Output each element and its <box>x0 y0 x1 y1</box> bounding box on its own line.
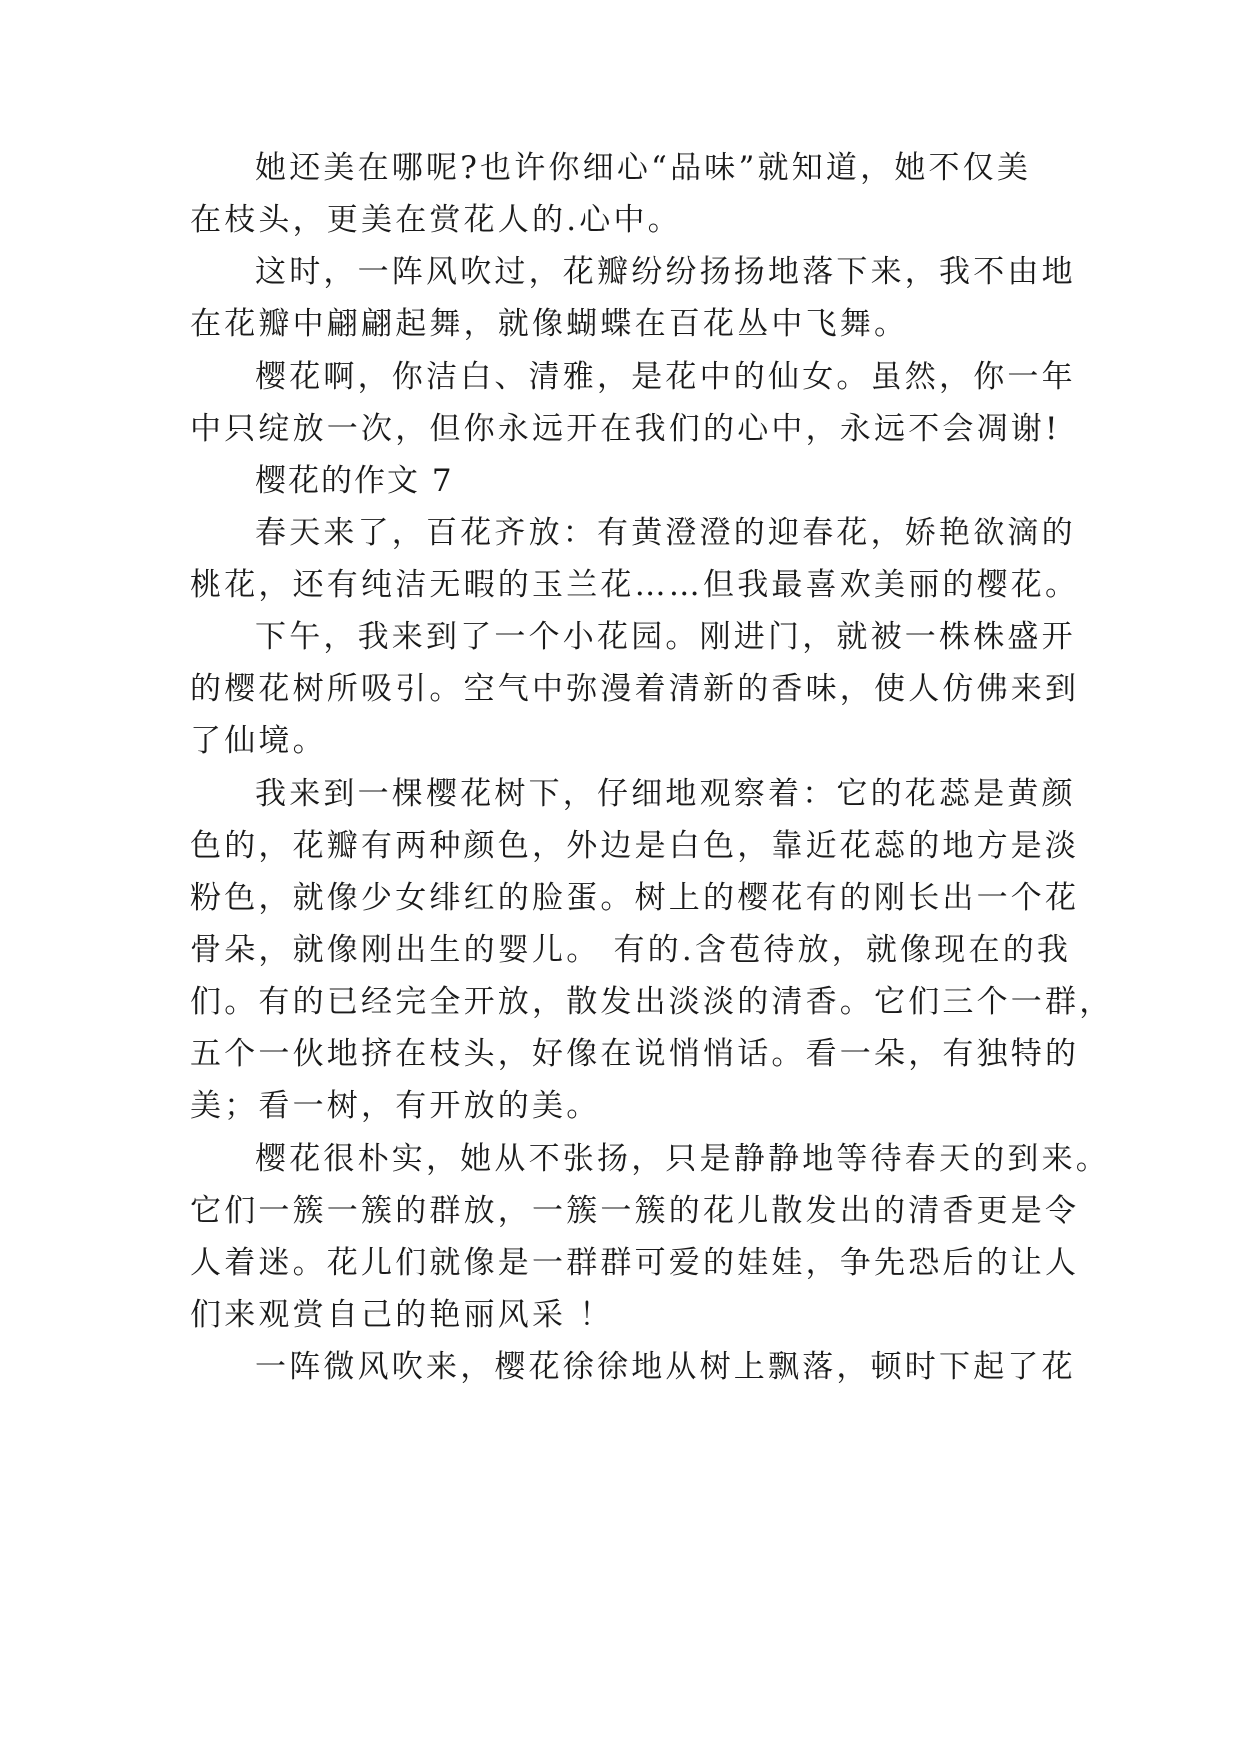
paragraph-line: 樱花啊，你洁白、清雅，是花中的仙女。虽然，你一年 <box>255 359 1076 395</box>
paragraph-line: 们。有的已经完全开放，散发出淡淡的清香。它们三个一群， <box>190 984 1114 1020</box>
paragraph-line: 中只绽放一次，但你永远开在我们的心中，永远不会凋谢! <box>190 411 1061 447</box>
paragraph-line: 桃花，还有纯洁无暇的玉兰花……但我最喜欢美丽的樱花。 <box>190 567 1080 603</box>
paragraph-line: 骨朵，就像刚出生的婴儿。 有的.含苞待放，就像现在的我 <box>190 932 1072 968</box>
paragraph-line: 樱花很朴实，她从不张扬，只是静静地等待春天的到来。 <box>255 1141 1110 1177</box>
paragraph-line: 五个一伙地挤在枝头，好像在说悄悄话。看一朵，有独特的 <box>190 1036 1080 1072</box>
paragraph-line: 人着迷。花儿们就像是一群群可爱的娃娃，争先恐后的让人 <box>190 1245 1080 1281</box>
paragraph-line: 我来到一棵樱花树下，仔细地观察着：它的花蕊是黄颜 <box>255 776 1076 812</box>
paragraph-line: 色的，花瓣有两种颜色，外边是白色，靠近花蕊的地方是淡 <box>190 828 1080 864</box>
paragraph-line: 在花瓣中翩翩起舞，就像蝴蝶在百花丛中飞舞。 <box>190 306 909 342</box>
paragraph-line: 下午，我来到了一个小花园。刚进门，就被一株株盛开 <box>255 619 1076 655</box>
paragraph-line: 们来观赏自己的艳丽风采 ！ <box>190 1297 614 1333</box>
section-heading: 樱花的作文 7 <box>255 463 454 499</box>
paragraph-line: 了仙境。 <box>190 723 327 759</box>
paragraph-line: 她还美在哪呢?也许你细心“品味”就知道，她不仅美 <box>255 150 1032 186</box>
paragraph-line: 一阵微风吹来，樱花徐徐地从树上飘落，顿时下起了花 <box>255 1349 1076 1385</box>
paragraph-line: 粉色，就像少女绯红的脸蛋。树上的樱花有的刚长出一个花 <box>190 880 1080 916</box>
paragraph-line: 这时，一阵风吹过，花瓣纷纷扬扬地落下来，我不由地 <box>255 254 1076 290</box>
paragraph-line: 春天来了，百花齐放：有黄澄澄的迎春花，娇艳欲滴的 <box>255 515 1076 551</box>
paragraph-line: 的樱花树所吸引。空气中弥漫着清新的香味，使人仿佛来到 <box>190 671 1080 707</box>
paragraph-line: 在枝头，更美在赏花人的.心中。 <box>190 202 682 238</box>
paragraph-line: 美；看一树，有开放的美。 <box>190 1088 601 1124</box>
paragraph-line: 它们一簇一簇的群放，一簇一簇的花儿散发出的清香更是令 <box>190 1193 1080 1229</box>
